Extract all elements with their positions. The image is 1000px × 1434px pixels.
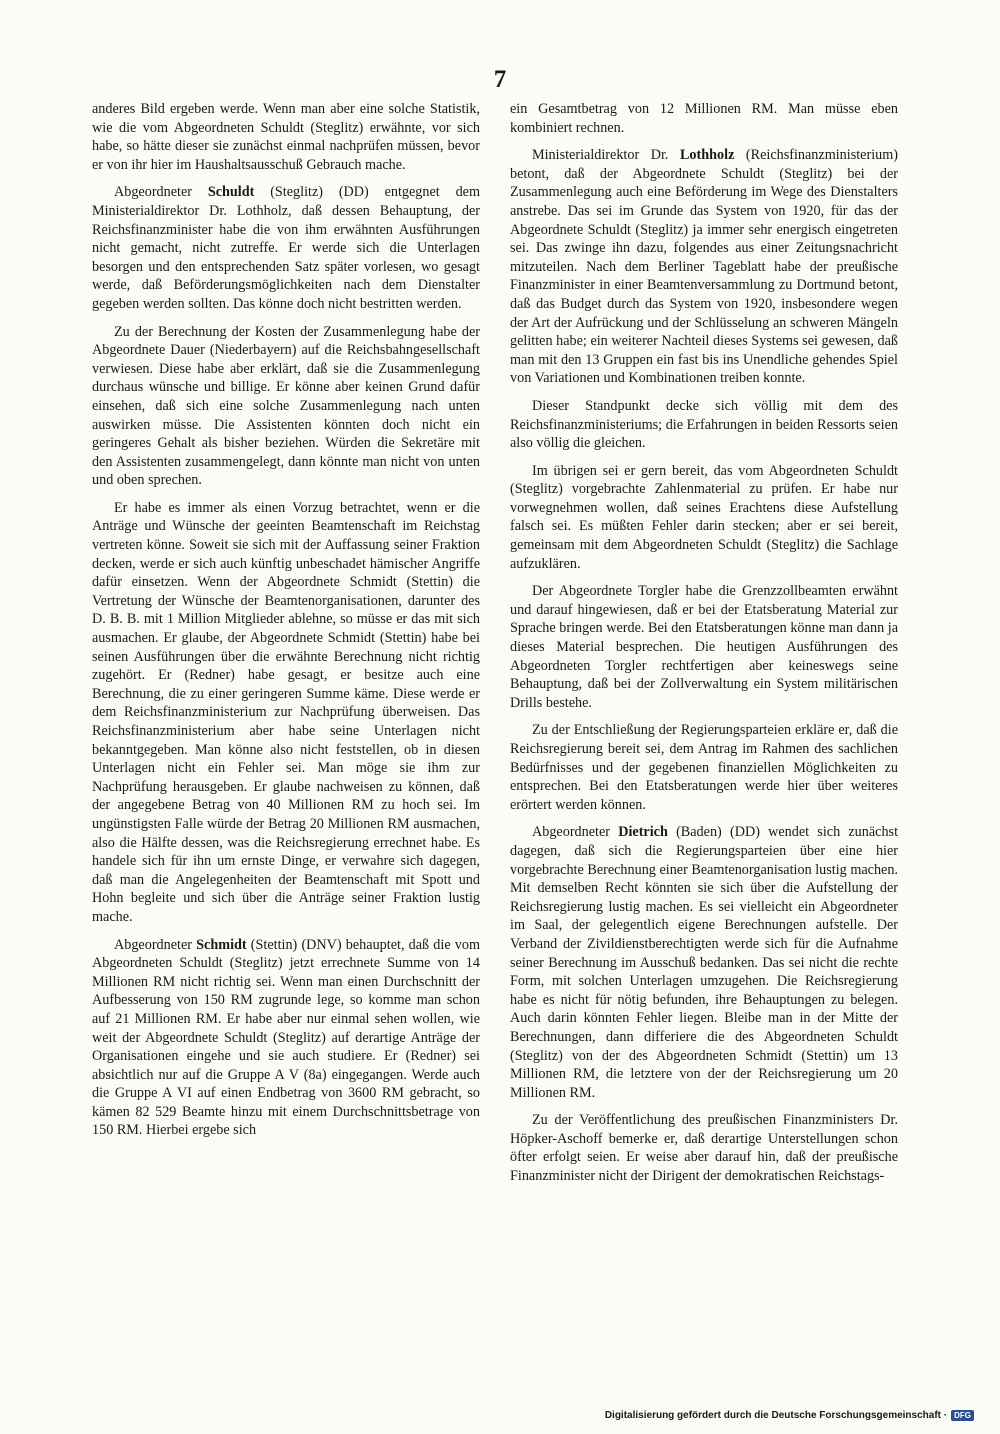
- paragraph: [510, 100, 898, 137]
- paragraph: [510, 823, 898, 1102]
- paragraph-text: anderes Bild ergeben werde. Wenn man aber eine solche Statistik, wie die vom Abgeordneten Schuldt (Steglitz) erwähnte, vor sich habe, so hätte dieser sie zunächst einmal nachprüfen müssen, bevor er von ihr hier im Haushaltsausschuß Gebrauch mache.: [92, 101, 480, 173]
- paragraph-text: ein Gesamtbetrag von 12 Millionen RM. Man müsse eben kombiniert rechnen.: [510, 101, 898, 136]
- speaker-name: Dietrich: [618, 824, 668, 841]
- paragraph-text: Dieser Standpunkt decke sich völlig mit dem des Reichsfinanzministeriums; die Erfahrungen in beiden Ressorts seien also völlig die gleichen.: [510, 397, 898, 452]
- speaker-name: Schmidt: [196, 936, 247, 953]
- paragraph: [510, 146, 898, 388]
- paragraph-text: Zu der Entschließung der Regierungsparteien erkläre er, daß die Reichsregierung bereit sei, dem Antrag im Rahmen des sachlichen Bedürfnisses und der gegebenen finanziellen Möglichkeiten zu entsprechen. Bei den Etatsberatungen werde hier über weiteres erörtert werden können.: [510, 722, 898, 813]
- paragraph-text: (Stettin) (DNV) behauptet, daß die vom Abgeordneten Schuldt (Steglitz) jetzt errechnete Summe von 14 Millionen RM nicht richtig sei. Wenn man einen Durchschnitt der Aufbesserung von 150 RM zugrunde lege, so komme man schon auf 21 Millionen RM. Er habe aber nur einmal sehen wollen, wie weit der Abgeordnete Schuldt (Steglitz) auf derartige Anträge der Organisationen eingehe und sie auch studiere. Er (Redner) sei absichtlich nur auf die Gruppe A V (8a) eingegangen. Werde auch die Gruppe A VI auf einen Endbetrag von 3600 RM gebracht, so kämen 82 529 Beamte hinzu mit einem Durchschnittsbetrage von 150 RM. Hierbei ergebe sich: [92, 936, 481, 1139]
- paragraph-text: (Reichsfinanzministerium) betont, daß der Abgeordnete Schuldt (Steglitz) bei der Zusammenlegung auch eine Beförderung im Wege des Dienstalters anstrebe. Das sei im Grunde das System von 1920, für das der Abgeordnete Schuldt (Steglitz) ja immer sehr energisch eingetreten sei. Das zwinge ihn dazu, folgendes aus einer Zeitungsnachricht mitzuteilen. Nach dem Berliner Tageblatt habe der preußische Finanzminister in einer Beamtenversammlung zu Dortmund betont, daß das Budget durch das System von 1920, insbesondere wegen der Art der Aufrückung und der Schlüsselung an schweren Mängeln gelitten habe; ein weiterer Nachteil dieses Systems sei gewesen, daß man mit den 13 Gruppen ein fast bis ins Unendliche gehendes Spiel von Variationen und Kombinationen treiben konnte.: [510, 147, 898, 387]
- paragraph-text: Er habe es immer als einen Vorzug betrachtet, wenn er die Anträge und Wünsche der geeinten Beamtenschaft im Reichstag vertreten könne. Soweit sie sich mit der Auffassung seiner Fraktion decken, werde er sich auch künftig unbeschadet hämischer Angriffe dafür einsetzen. Wenn der Abgeordnete Schmidt (Stettin) die Vertretung der Wünsche der Beamtenorganisationen, darunter des D. B. B. mit 1 Million Mitglieder ablehne, so müsse er das mit sich ausmachen. Er glaube, der Abgeordnete Schmidt (Stettin) habe bei seinen Ausführungen über die erwähnte Berechnung nicht richtig zugehört. Er (Redner) habe gesagt, er besitze auch eine Berechnung, die zu einer geringeren Summe käme. Diese werde er dem Reichsfinanzministerium zur Nachprüfung überweisen. Das Reichsfinanzministerium aber habe seine Unterlagen nicht bekanntgegeben. Man könne also nicht feststellen, ob in diesen Unterlagen nicht ein Fehler sei. Man möge sie ihm zur Nachprüfung herausgeben. Er glaube nachweisen zu können, daß der angegebene Betrag von 40 Millionen RM zu hoch sei. Im ungünstigsten Falle würde der Betrag 20 Millionen RM ausmachen, also die Hälfte dessen, was die Reichsregierung errechnet habe. Es handele sich für ihn um ernste Dinge, er verwahre sich dagegen, daß man die Angelegenheiten der Beamtenschaft mit Spott und Hohn begleite und sich über die Anträge seiner Fraktion lustig mache.: [92, 499, 480, 925]
- footer: [605, 1410, 974, 1421]
- paragraph: [510, 721, 898, 814]
- speaker-name: Lothholz: [679, 147, 735, 164]
- speaker-title: Abgeordneter: [114, 936, 197, 953]
- paragraph: [92, 323, 480, 490]
- dfg-logo-icon: DFG: [951, 1410, 974, 1421]
- paragraph: [92, 936, 480, 1141]
- speaker-title: Ministerialdirektor Dr.: [532, 147, 680, 164]
- paragraph-text: Der Abgeordnete Torgler habe die Grenzzollbeamten erwähnt und darauf hingewiesen, daß er bei der Etatsberatung Material zur Sprache bringen werde. Bei den Etatsberatungen könne man dann ja dieses Material besprechen. Die heutigen Ausführungen des Abgeordneten Torgler rechtfertigen aber keineswegs seine Behauptung, daß bei der Zollverwaltung ein System militärischen Drills bestehe.: [510, 583, 898, 711]
- paragraph-text: (Steglitz) (DD) entgegnet dem Ministerialdirektor Dr. Lothholz, daß dessen Behauptung, der Reichsfinanzminister habe die von ihm erwähnten Ausführungen nicht gemacht, nicht zutreffe. Er werde sich die Unterlagen besorgen und den entsprechenden Satz später vorlesen, wo gesagt werde, daß Beförderungsmöglichkeiten nach dem Dienstalter gegeben werden sollten. Das könne doch nicht bestritten werden.: [92, 184, 480, 312]
- paragraph: [510, 1111, 898, 1185]
- paragraph-text: (Baden) (DD) wendet sich zunächst dagegen, daß sich die Regierungsparteien über eine hier vorgebrachte Berechnung einer Beamtenorganisation lustig machen. Mit demselben Recht könnten sie sich über die Aufstellung der Reichsregierung lustig machen. Es sei vielleicht ein Abgeordneter im Saal, der gelegentlich eigene Berechnungen aufstelle. Der Verband der Zivildienstberechtigten werde sich für die Aufnahme seiner Berechnung im Ausschuß bedanken. Das sei nicht die rechte Form, mit solchen Unterlagen umzugehen. Die Reichsregierung habe es nicht für nötig befunden, ihre Behauptungen zu belegen. Auch darin könnten Fehler liegen. Bleibe man in der Mitte der Berechnungen, dann differiere die des Abgeordneten Schuldt (Steglitz) von der des Abgeordneten Schmidt (Stettin) um 13 Millionen RM, die letztere von der der Reichsregierung um 20 Millionen RM.: [510, 824, 899, 1101]
- paragraph: [510, 397, 898, 453]
- speaker-title: Abgeordneter: [114, 184, 208, 201]
- speaker-title: Abgeordneter: [532, 824, 619, 841]
- right-column: [510, 100, 898, 1195]
- footer-credit: Digitalisierung gefördert durch die Deutsche Forschungsgemeinschaft ·: [604, 1410, 948, 1421]
- paragraph-text: Im übrigen sei er gern bereit, das vom Abgeordneten Schuldt (Steglitz) vorgebrachte Zahlenmaterial zu prüfen. Er habe nur vorwegnehmen wollen, daß seines Erachtens diese Aufstellung falsch sei. Es müßten Fehler darin stecken; aber er sei bereit, gemeinsam mit dem Abgeordneten Schuldt (Steglitz) die Sachlage aufzuklären.: [510, 462, 898, 572]
- page-number: 7: [493, 66, 507, 93]
- paragraph: [92, 183, 480, 313]
- paragraph: [92, 499, 480, 927]
- paragraph: [510, 462, 898, 574]
- left-column: [92, 100, 480, 1149]
- paragraph: [510, 582, 898, 712]
- paragraph: [92, 100, 480, 174]
- paragraph-text: Zu der Berechnung der Kosten der Zusammenlegung habe der Abgeordnete Dauer (Niederbayern) auf die Reichsbahngesellschaft verwiesen. Diese habe aber erklärt, daß sie die Zusammenlegung durchaus wünsche und billige. Er könne aber keinen Grund dafür einsehen, daß sich eine solche Zusammenlegung nach unten auswirken müsse. Die Assistenten könnten doch nicht ein geringeres Gehalt als bisher beziehen. Würden die Sekretäre mit den Assistenten zusammengelegt, dann könnte man nicht von unten und oben sprechen.: [92, 323, 480, 489]
- paragraph-text: Zu der Veröffentlichung des preußischen Finanzministers Dr. Höpker-Aschoff bemerke er, daß derartige Unterstellungen schon öfter erfolgt seien. Er weise aber darauf hin, daß der preußische Finanzminister nicht der Dirigent der demokratischen Reichstags-: [510, 1112, 898, 1185]
- speaker-name: Schuldt: [207, 184, 255, 201]
